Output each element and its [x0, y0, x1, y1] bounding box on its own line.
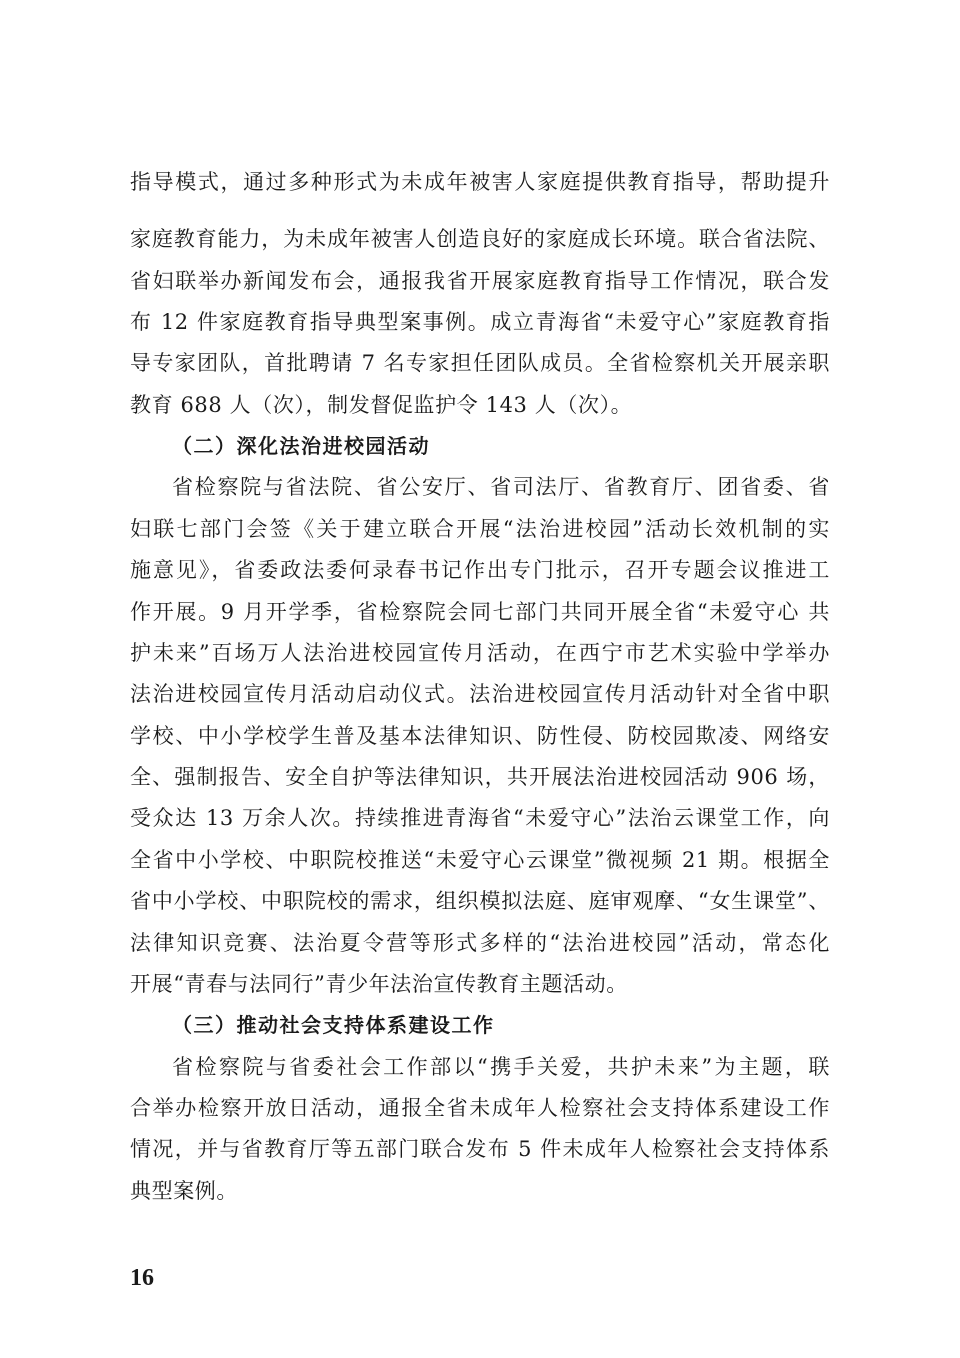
- paragraph-line: 施意见》，省委政法委何录春书记作出专门批示，召开专题会议推进工: [130, 558, 830, 582]
- paragraph-line: 省中小学校、中职院校的需求，组织模拟法庭、庭审观摩、“女生课堂”、: [130, 889, 830, 913]
- paragraph-line: 全、强制报告、安全自护等法律知识，共开展法治进校园活动 906 场，: [130, 765, 830, 789]
- paragraph-line: 学校、中小学校学生普及基本法律知识、防性侵、防校园欺凌、网络安: [130, 724, 830, 748]
- paragraph-line: 法律知识竞赛、法治夏令营等形式多样的“法治进校园”活动，常态化: [130, 931, 830, 955]
- paragraph-line: 合举办检察开放日活动，通报全省未成年人检察社会支持体系建设工作: [130, 1096, 830, 1120]
- paragraph-line: 省检察院与省法院、省公安厅、省司法厅、省教育厅、团省委、省: [172, 475, 830, 499]
- paragraph-line: 受众达 13 万余人次。持续推进青海省“未爱守心”法治云课堂工作，向: [130, 806, 830, 830]
- paragraph-line: 家庭教育能力，为未成年被害人创造良好的家庭成长环境。联合省法院、: [130, 227, 830, 251]
- paragraph-line: 布 12 件家庭教育指导典型案事例。成立青海省“未爱守心”家庭教育指: [130, 310, 830, 334]
- paragraph-line: 护未来”百场万人法治进校园宣传月活动，在西宁市艺术实验中学举办: [130, 641, 830, 665]
- paragraph-line: 情况，并与省教育厅等五部门联合发布 5 件未成年人检察社会支持体系: [130, 1137, 830, 1161]
- paragraph-line: 导专家团队，首批聘请 7 名专家担任团队成员。全省检察机关开展亲职: [130, 351, 830, 375]
- paragraph-line: 省妇联举办新闻发布会，通报我省开展家庭教育指导工作情况，联合发: [130, 269, 830, 293]
- paragraph-line: 法治进校园宣传月活动启动仪式。法治进校园宣传月活动针对全省中职: [130, 682, 830, 706]
- section-heading: （三）推动社会支持体系建设工作: [172, 1013, 495, 1037]
- paragraph-line: 作开展。9 月开学季，省检察院会同七部门共同开展全省“未爱守心 共: [130, 600, 830, 624]
- paragraph-line: 妇联七部门会签《关于建立联合开展“法治进校园”活动长效机制的实: [130, 517, 830, 541]
- section-heading: （二）深化法治进校园活动: [172, 434, 430, 458]
- paragraph-line: 指导模式，通过多种形式为未成年被害人家庭提供教育指导，帮助提升: [130, 170, 830, 194]
- paragraph-line: 典型案例。: [130, 1179, 238, 1203]
- paragraph-line: 教育 688 人（次），制发督促监护令 143 人（次）。: [130, 393, 633, 417]
- page-number: 16: [130, 1265, 154, 1291]
- paragraph-line: 全省中小学校、中职院校推送“未爱守心云课堂”微视频 21 期。根据全: [130, 848, 830, 872]
- paragraph-line: 开展“青春与法同行”青少年法治宣传教育主题活动。: [130, 972, 628, 996]
- paragraph-line: 省检察院与省委社会工作部以“携手关爱，共护未来”为主题，联: [172, 1055, 830, 1079]
